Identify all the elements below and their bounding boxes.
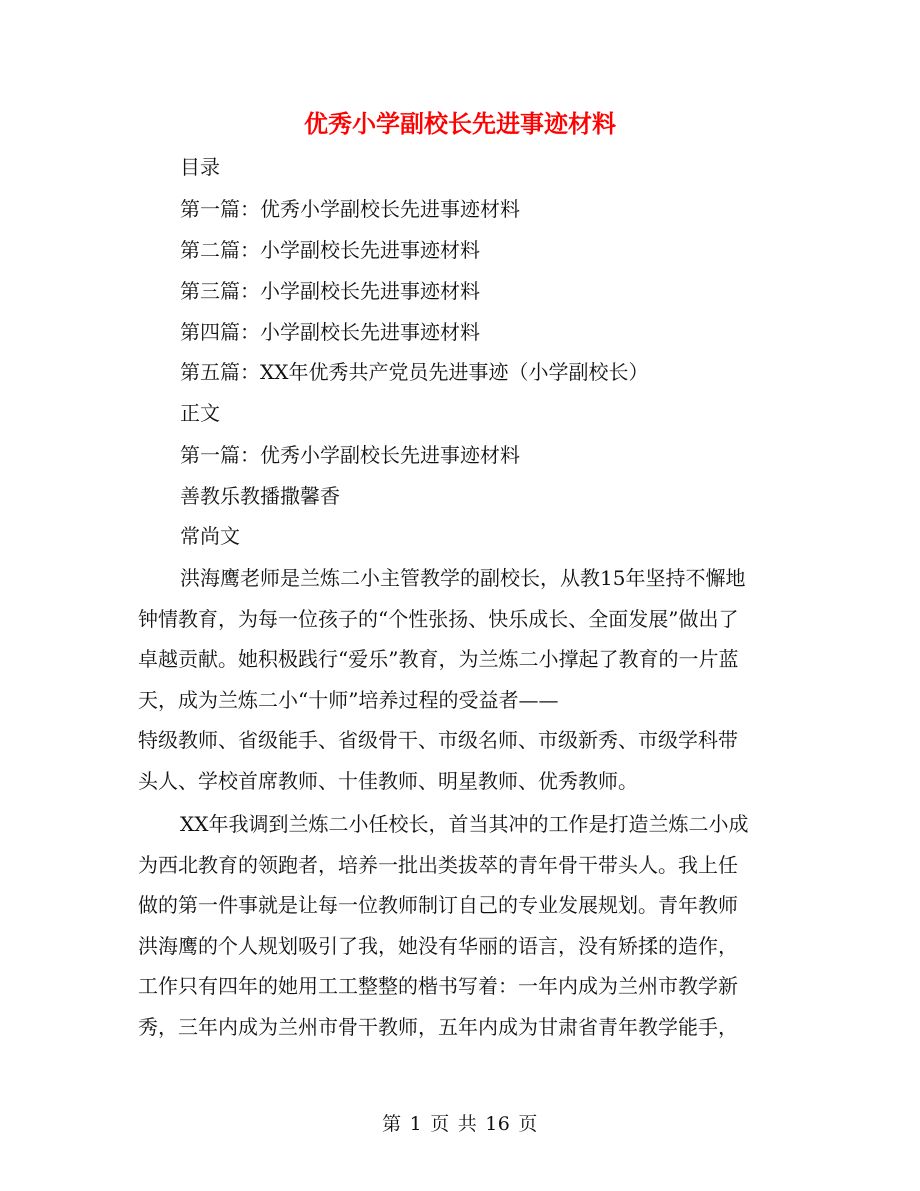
page-footer [0, 1110, 920, 1138]
paragraph-line: 特级教师、省级能手、省级骨干、市级名师、市级新秀、市级学科带 [138, 728, 738, 752]
total-pages: 16 [485, 1113, 511, 1135]
footer-word: 页 [518, 1113, 538, 1135]
paragraph-line: 钟情教育，为每一位孩子的“个性张扬、快乐成长、全面发展”做出了 [138, 606, 739, 631]
toc-item: 第二篇：小学副校长先进事迹材料 [180, 238, 480, 262]
toc-item: 第一篇：优秀小学副校长先进事迹材料 [180, 197, 520, 221]
paragraph-line: 工作只有四年的她用工工整整的楷书写着：一年内成为兰州市教学新 [138, 974, 738, 998]
paragraph-line: 天，成为兰炼二小“十师”培养过程的受益者—— [138, 687, 559, 712]
toc-heading: 目录 [180, 155, 220, 179]
paragraph-line: 头人、学校首席教师、十佳教师、明星教师、优秀教师。 [138, 768, 638, 793]
article-subtitle: 善教乐教播撒馨香 [180, 484, 340, 508]
section-title: 第一篇：优秀小学副校长先进事迹材料 [180, 443, 520, 467]
footer-word: 共 [457, 1113, 478, 1135]
paragraph-line: 做的第一件事就是让每一位教师制订自己的专业发展规划。青年教师 [138, 893, 738, 917]
paragraph-line: 卓越贡献。她积极践行“爱乐”教育，为兰炼二小撑起了教育的一片蓝 [138, 647, 739, 671]
paragraph-1 [138, 558, 778, 801]
footer-word: 第 [382, 1113, 402, 1135]
paragraph-line: 洪海鹰老师是兰炼二小主管教学的副校长，从教15年坚持不懈地 [180, 566, 746, 590]
paragraph-2 [138, 804, 778, 1047]
footer-word: 页 [430, 1113, 450, 1135]
article-author: 常尚文 [180, 524, 240, 548]
page-number: 1 [409, 1113, 423, 1135]
paragraph-line: 秀，三年内成为兰州市骨干教师，五年内成为甘肃省青年教学能手， [138, 1014, 738, 1039]
toc-item: 第五篇：XX年优秀共产党员先进事迹（小学副校长） [180, 360, 649, 384]
paragraph-line: 为西北教育的领跑者，培养一批出类拔萃的青年骨干带头人。我上任 [138, 852, 738, 877]
paragraph-line: XX年我调到兰炼二小任校长，首当其冲的工作是打造兰炼二小成 [180, 812, 749, 836]
toc-item: 第四篇：小学副校长先进事迹材料 [180, 320, 480, 344]
document-title: 优秀小学副校长先进事迹材料 [304, 109, 616, 138]
paragraph-line: 洪海鹰的个人规划吸引了我，她没有华丽的语言，没有矫揉的造作， [138, 933, 738, 958]
toc-item: 第三篇：小学副校长先进事迹材料 [180, 279, 480, 303]
body-heading: 正文 [180, 401, 220, 425]
